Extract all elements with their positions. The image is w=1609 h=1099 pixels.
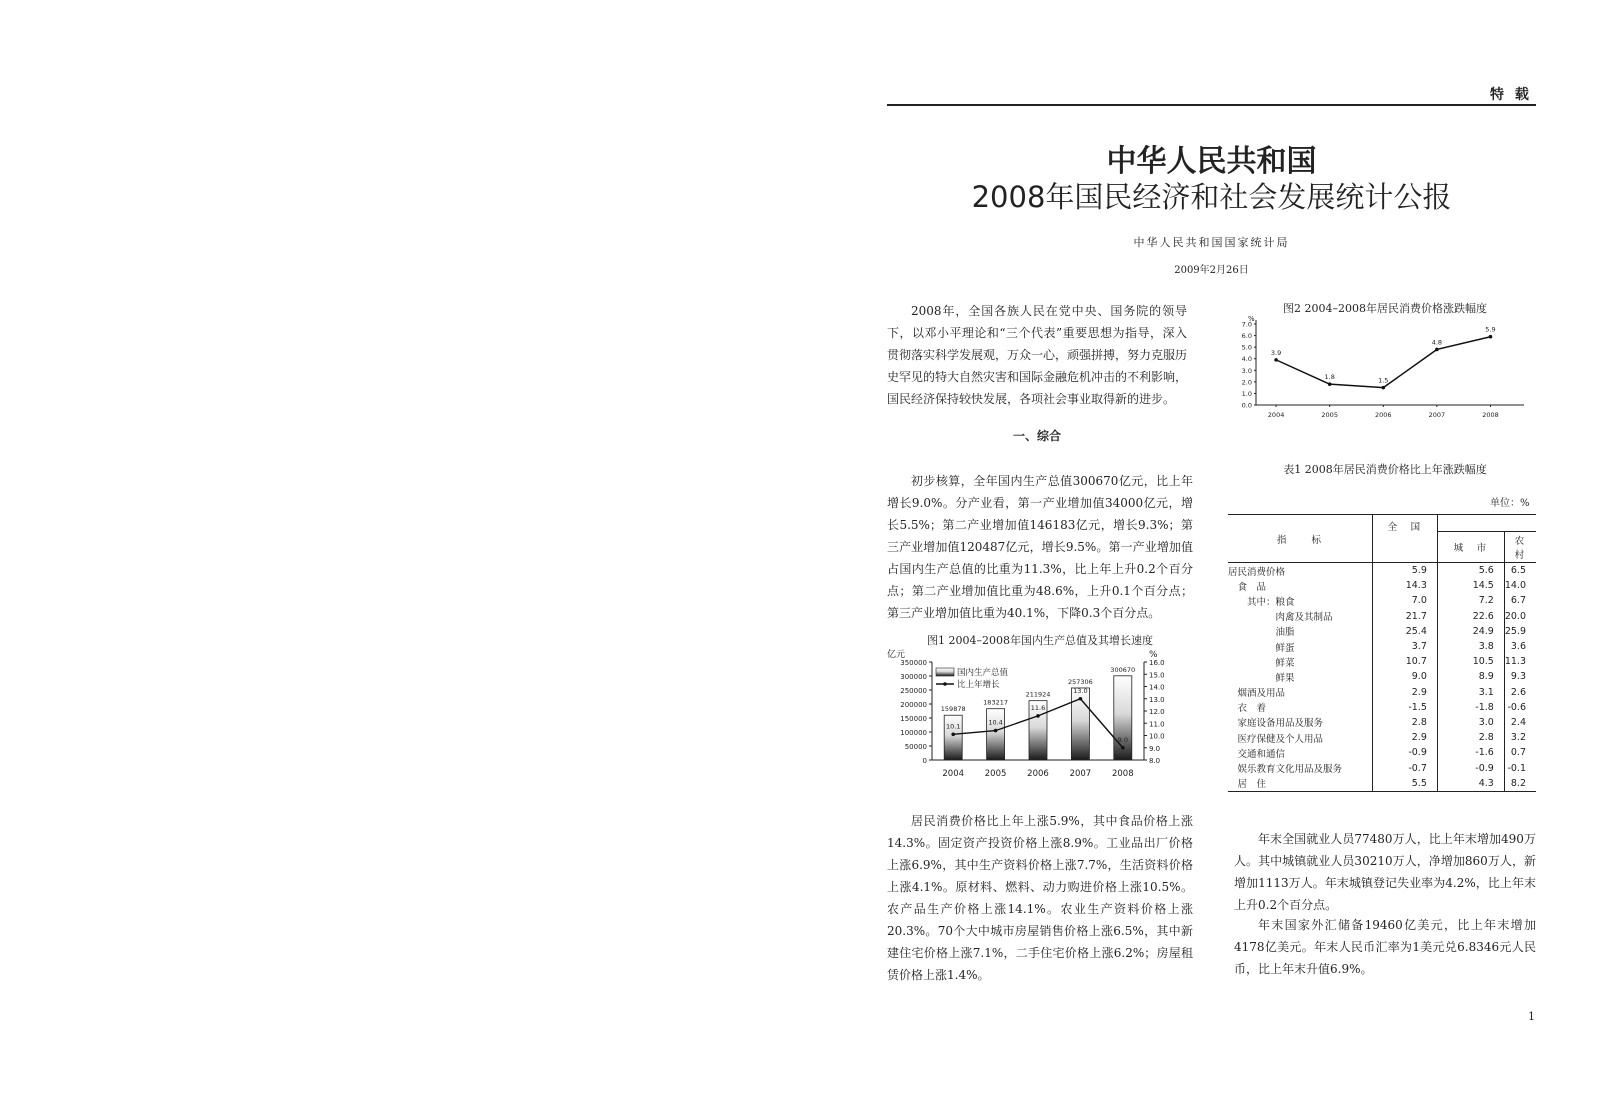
cell-label: 食 品 <box>1228 578 1372 593</box>
y-tick-label: 0.0 <box>1241 401 1252 410</box>
cell-label: 鲜蛋 <box>1228 639 1372 654</box>
cell-rural: 3.2 <box>1510 732 1526 744</box>
right-tick-label: 13.0 <box>1149 695 1165 704</box>
cpi-label: 3.9 <box>1270 348 1282 357</box>
cell-national: 2.9 <box>1372 730 1437 745</box>
cell-national: -1.5 <box>1372 700 1437 715</box>
section-heading: 一、综合 <box>1012 429 1061 443</box>
cell-label: 衣 着 <box>1228 700 1372 715</box>
gdp-bar <box>987 709 1005 760</box>
figure1-caption: 图1 2004–2008年国内生产总值及其增长速度 <box>927 634 1153 647</box>
cell-national: 9.0 <box>1372 669 1437 684</box>
cell-rural: 11.3 <box>1504 656 1526 668</box>
table-row <box>1228 563 1536 579</box>
table-row <box>1228 654 1536 669</box>
right-tick-label: 8.0 <box>1149 757 1161 765</box>
left-tick-label: 350000 <box>900 659 927 667</box>
right-tick-label: 16.0 <box>1149 659 1165 667</box>
gdp-bar-label: 300670 <box>1110 665 1136 674</box>
cpi-point <box>1328 382 1332 386</box>
cell-urban: 24.9 <box>1437 624 1504 639</box>
y-tick-label: 5.0 <box>1241 343 1252 352</box>
gdp-bar-label: 183217 <box>983 698 1009 707</box>
table-row <box>1228 624 1536 639</box>
y-tick-label: 6.0 <box>1241 332 1252 341</box>
growth-label: 9.0 <box>1117 735 1128 744</box>
gdp-bar-label: 211924 <box>1025 690 1051 699</box>
employment-paragraph: 年末全国就业人员77480万人，比上年末增加490万人。其中城镇就业人员30210万人，净增加860万人，新增加1113万人。年末城镇登记失业率为4.2%，比上年末上升0.2个百分点。 <box>1234 832 1536 912</box>
cell-label: 鲜菜 <box>1228 654 1372 669</box>
cell-rural: 8.2 <box>1510 777 1526 789</box>
y-tick-label: 2.0 <box>1241 378 1252 387</box>
cell-national: 25.4 <box>1372 624 1437 639</box>
cell-urban: -1.6 <box>1437 745 1504 760</box>
cell-national: 3.7 <box>1372 639 1437 654</box>
right-tick-label: 15.0 <box>1149 671 1165 680</box>
cell-rural: 2.4 <box>1510 716 1526 728</box>
table-row <box>1228 669 1536 684</box>
right-axis-label: % <box>1149 650 1158 660</box>
cell-label: 娱乐教育文化用品及服务 <box>1228 760 1372 775</box>
left-tick-label: 300000 <box>900 673 927 681</box>
cell-rural: 6.5 <box>1510 565 1526 577</box>
cell-national: 7.0 <box>1372 593 1437 608</box>
cell-urban: 10.5 <box>1437 654 1504 669</box>
cell-rural: 9.3 <box>1510 671 1526 683</box>
title-line-1: 中华人民共和国 <box>1106 144 1317 179</box>
table-unit: 单位：% <box>1490 498 1530 509</box>
intro-paragraph: 2008年，全国各族人民在党中央、国务院的领导下，以邓小平理论和“三个代表”重要思想为指导，深入贯彻落实科学发展观，万众一心，顽强拼搏，努力克服历史罕见的特大自然灾害和国际金融危机冲击的不利影响，国民经济保持较快发展，各项社会事业取得新的进步。 <box>887 304 1188 406</box>
fx-paragraph: 年末国家外汇储备19460亿美元，比上年末增加4178亿美元。年末人民币汇率为1美元兑6.8346元人民币，比上年末升值6.9%。 <box>1234 918 1536 976</box>
cell-national: 10.7 <box>1372 654 1437 669</box>
table-row <box>1228 609 1536 624</box>
table-row <box>1228 639 1536 654</box>
table-row <box>1228 578 1536 593</box>
cell-label: 医疗保健及个人用品 <box>1228 730 1372 745</box>
x-tick-label: 2006 <box>1027 769 1049 779</box>
y-axis-label: % <box>1248 316 1255 323</box>
right-tick-label: 10.0 <box>1149 732 1165 741</box>
cell-label: 鲜果 <box>1228 669 1372 684</box>
cpi-label: 1.8 <box>1324 373 1335 382</box>
legend-bar-label: 国内生产总值 <box>957 668 1009 678</box>
cell-urban: 22.6 <box>1437 609 1504 624</box>
cpi-point <box>1274 358 1278 362</box>
cell-national: 21.7 <box>1372 609 1437 624</box>
growth-point <box>1079 697 1083 701</box>
right-tick-label: 11.0 <box>1149 720 1165 729</box>
cpi-label: 1.5 <box>1378 376 1389 385</box>
right-tick-label: 9.0 <box>1149 744 1161 753</box>
cell-label: 油脂 <box>1228 624 1372 639</box>
cpi-point <box>1489 335 1493 339</box>
table-row <box>1228 745 1536 760</box>
cpi-point <box>1381 386 1385 390</box>
table-row <box>1228 700 1536 715</box>
x-tick-label: 2008 <box>1111 769 1134 779</box>
growth-label: 10.1 <box>945 722 961 731</box>
gdp-bar-label: 159878 <box>940 705 966 714</box>
cell-urban: 8.9 <box>1437 669 1504 684</box>
cell-urban: -1.8 <box>1437 700 1504 715</box>
cell-rural: 25.9 <box>1504 625 1526 637</box>
y-tick-label: 7.0 <box>1241 320 1252 329</box>
table-row <box>1228 760 1536 775</box>
header-urban: 城 市 <box>1437 532 1504 563</box>
right-tick-label: 14.0 <box>1149 683 1165 692</box>
growth-point <box>994 729 998 733</box>
cell-urban: 2.8 <box>1437 730 1504 745</box>
cell-national: 2.9 <box>1372 685 1437 700</box>
cell-national: 14.3 <box>1372 578 1437 593</box>
growth-point <box>951 732 955 736</box>
date: 2009年2月26日 <box>1174 265 1249 276</box>
cpi-chart <box>1234 316 1536 438</box>
x-tick-label: 2007 <box>1428 411 1446 419</box>
author: 中华人民共和国国家统计局 <box>1133 236 1290 249</box>
legend-line-marker <box>943 682 947 686</box>
section-tag: 特 载 <box>1490 87 1532 103</box>
table1-caption: 表1 2008年居民消费价格比上年涨跌幅度 <box>1283 463 1487 476</box>
gdp-paragraph: 初步核算，全年国内生产总值300670亿元，比上年增长9.0%。分产业看，第一产业增加值34000亿元，增长5.5%；第二产业增加值146183亿元，增长9.3%；第三产业增加值120487亿元，增长9.5%。第一产业增加值占国内生产总值的比重为11.3%，比上年上升0.2个百分点；第二产业增加值比重为48.6%，上升0.1个百分点；第三产业增加值比重为40.1%，下降0.3个百分点。 <box>887 474 1193 620</box>
x-tick-label: 2004 <box>942 769 965 779</box>
table-row <box>1228 593 1536 608</box>
x-tick-label: 2007 <box>1069 769 1092 779</box>
left-axis-label: 亿元 <box>887 650 906 660</box>
price-paragraph: 居民消费价格比上年上涨5.9%，其中食品价格上涨14.3%。固定资产投资价格上涨8.9%。工业品出厂价格上涨6.9%，其中生产资料价格上涨7.7%，生活资料价格上涨4.1%。原材料、燃料、动力购进价格上涨10.5%。农产品生产价格上涨14.1%。农业生产资料价格上涨20.3%。70个大中城市房屋销售价格上涨6.5%，其中新建住宅价格上涨7.1%，二手住宅价格上涨6.2%；房屋租赁价格上涨1.4%。 <box>887 814 1193 982</box>
left-tick-label: 0 <box>922 757 927 765</box>
cpi-point <box>1435 348 1439 352</box>
legend-bar-swatch <box>936 668 954 676</box>
cell-national: 2.8 <box>1372 715 1437 730</box>
cell-label: 家庭设备用品及服务 <box>1228 715 1372 730</box>
cell-rural: 2.6 <box>1510 686 1526 698</box>
left-tick-label: 100000 <box>900 729 927 737</box>
cell-national: 5.9 <box>1372 563 1437 579</box>
cell-rural: -0.6 <box>1507 701 1526 713</box>
page-number: 1 <box>1528 1010 1535 1023</box>
cell-urban: 14.5 <box>1437 578 1504 593</box>
cell-rural: 6.7 <box>1510 595 1526 607</box>
cell-urban: 7.2 <box>1437 593 1504 608</box>
cell-urban: 4.3 <box>1437 776 1504 792</box>
x-tick-label: 2006 <box>1375 411 1392 419</box>
growth-point <box>1036 714 1040 718</box>
x-tick-label: 2005 <box>1321 411 1338 419</box>
gdp-bar-label: 257306 <box>1067 677 1093 686</box>
cell-national: -0.7 <box>1372 760 1437 775</box>
legend-line-label: 比上年增长 <box>957 680 1000 690</box>
cpi-label: 4.8 <box>1431 338 1443 347</box>
x-tick-label: 2008 <box>1482 411 1499 419</box>
growth-point <box>1121 746 1125 750</box>
cell-label: 居 住 <box>1228 776 1372 792</box>
cell-national: 5.5 <box>1372 776 1437 792</box>
title-line-2: 2008年国民经济和社会发展统计公报 <box>971 180 1452 214</box>
cell-rural: 3.6 <box>1510 641 1526 653</box>
cell-rural: 20.0 <box>1504 610 1526 622</box>
table-row <box>1228 685 1536 700</box>
left-tick-label: 150000 <box>900 715 927 723</box>
header-indicator: 指 标 <box>1228 515 1372 563</box>
cell-label: 居民消费价格 <box>1228 563 1372 579</box>
cpi-table <box>1228 514 1536 792</box>
cell-urban: 3.1 <box>1437 685 1504 700</box>
table-row <box>1228 730 1536 745</box>
figure2-caption: 图2 2004–2008年居民消费价格涨跌幅度 <box>1283 302 1487 315</box>
header-rural: 农 村 <box>1504 532 1536 563</box>
growth-label: 11.6 <box>1030 703 1046 712</box>
cell-label: 烟酒及用品 <box>1228 685 1372 700</box>
cell-urban: 3.8 <box>1437 639 1504 654</box>
y-tick-label: 4.0 <box>1241 355 1252 364</box>
cell-national: -0.9 <box>1372 745 1437 760</box>
header-rule <box>887 104 1536 106</box>
cell-rural: 0.7 <box>1510 747 1526 759</box>
left-tick-label: 250000 <box>900 687 927 695</box>
header-national: 全 国 <box>1372 515 1437 563</box>
y-tick-label: 3.0 <box>1241 366 1252 375</box>
cpi-label: 5.9 <box>1485 325 1496 334</box>
cell-urban: 3.0 <box>1437 715 1504 730</box>
table-row <box>1228 715 1536 730</box>
cell-rural: -0.1 <box>1507 762 1526 774</box>
cell-label: 肉禽及其制品 <box>1228 609 1372 624</box>
left-tick-label: 200000 <box>900 701 927 709</box>
table-row <box>1228 776 1536 792</box>
x-tick-label: 2005 <box>984 769 1007 779</box>
x-tick-label: 2004 <box>1267 411 1285 419</box>
growth-label: 10.4 <box>988 718 1003 727</box>
growth-label: 13.0 <box>1073 686 1088 695</box>
cell-label: 交通和通信 <box>1228 745 1372 760</box>
gdp-chart <box>887 648 1193 798</box>
right-tick-label: 12.0 <box>1149 708 1165 716</box>
y-tick-label: 1.0 <box>1241 389 1252 398</box>
cell-label: 其中：粮食 <box>1228 593 1372 608</box>
cell-rural: 14.0 <box>1504 580 1526 592</box>
cell-urban: 5.6 <box>1437 563 1504 579</box>
left-tick-label: 50000 <box>904 743 927 751</box>
cell-urban: -0.9 <box>1437 760 1504 775</box>
